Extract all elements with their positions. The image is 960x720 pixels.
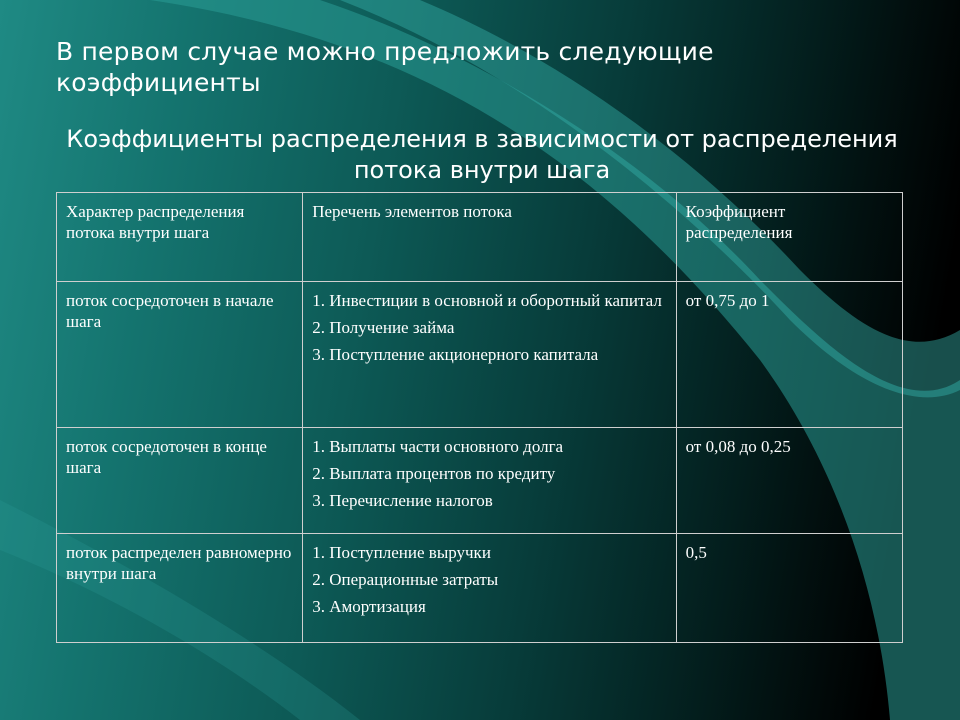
header-coefficient: Коэффициент распределения [676,193,902,282]
list-item: 2. Получение займа [312,318,455,337]
table-row [57,428,903,534]
list-item: 1. Поступление выручки [312,543,491,562]
row-pattern: поток сосредоточен в начале шага [57,282,303,428]
table-title: Коэффициенты распределения в зависимости от распределения потока внутри шага [66,125,898,184]
table-row [57,534,903,643]
list-item: 3. Перечисление налогов [312,491,493,510]
row-elements [303,282,676,428]
row-coefficient: от 0,75 до 1 [676,282,902,428]
list-item: 1. Выплаты части основного долга [312,437,564,456]
list-item: 3. Поступление акционерного капитала [312,345,599,364]
list-item: 2. Операционные затраты [312,570,499,589]
header-pattern: Характер распределения потока внутри шага [57,193,303,282]
header-elements: Перечень элементов потока [303,193,676,282]
row-coefficient: от 0,08 до 0,25 [676,428,902,534]
row-elements [303,428,676,534]
list-item: 2. Выплата процентов по кредиту [312,464,556,483]
row-pattern: поток распределен равномерно внутри шага [57,534,303,643]
coefficients-table [56,192,903,643]
list-item: 3. Амортизация [312,597,426,616]
list-item: 1. Инвестиции в основной и оборотный капитал [312,291,662,310]
row-elements [303,534,676,643]
row-pattern: поток сосредоточен в конце шага [57,428,303,534]
table-row [57,282,903,428]
slide-heading: В первом случае можно предложить следующие коэффициенты [56,37,714,97]
table-header-row [57,193,903,282]
row-coefficient: 0,5 [676,534,902,643]
